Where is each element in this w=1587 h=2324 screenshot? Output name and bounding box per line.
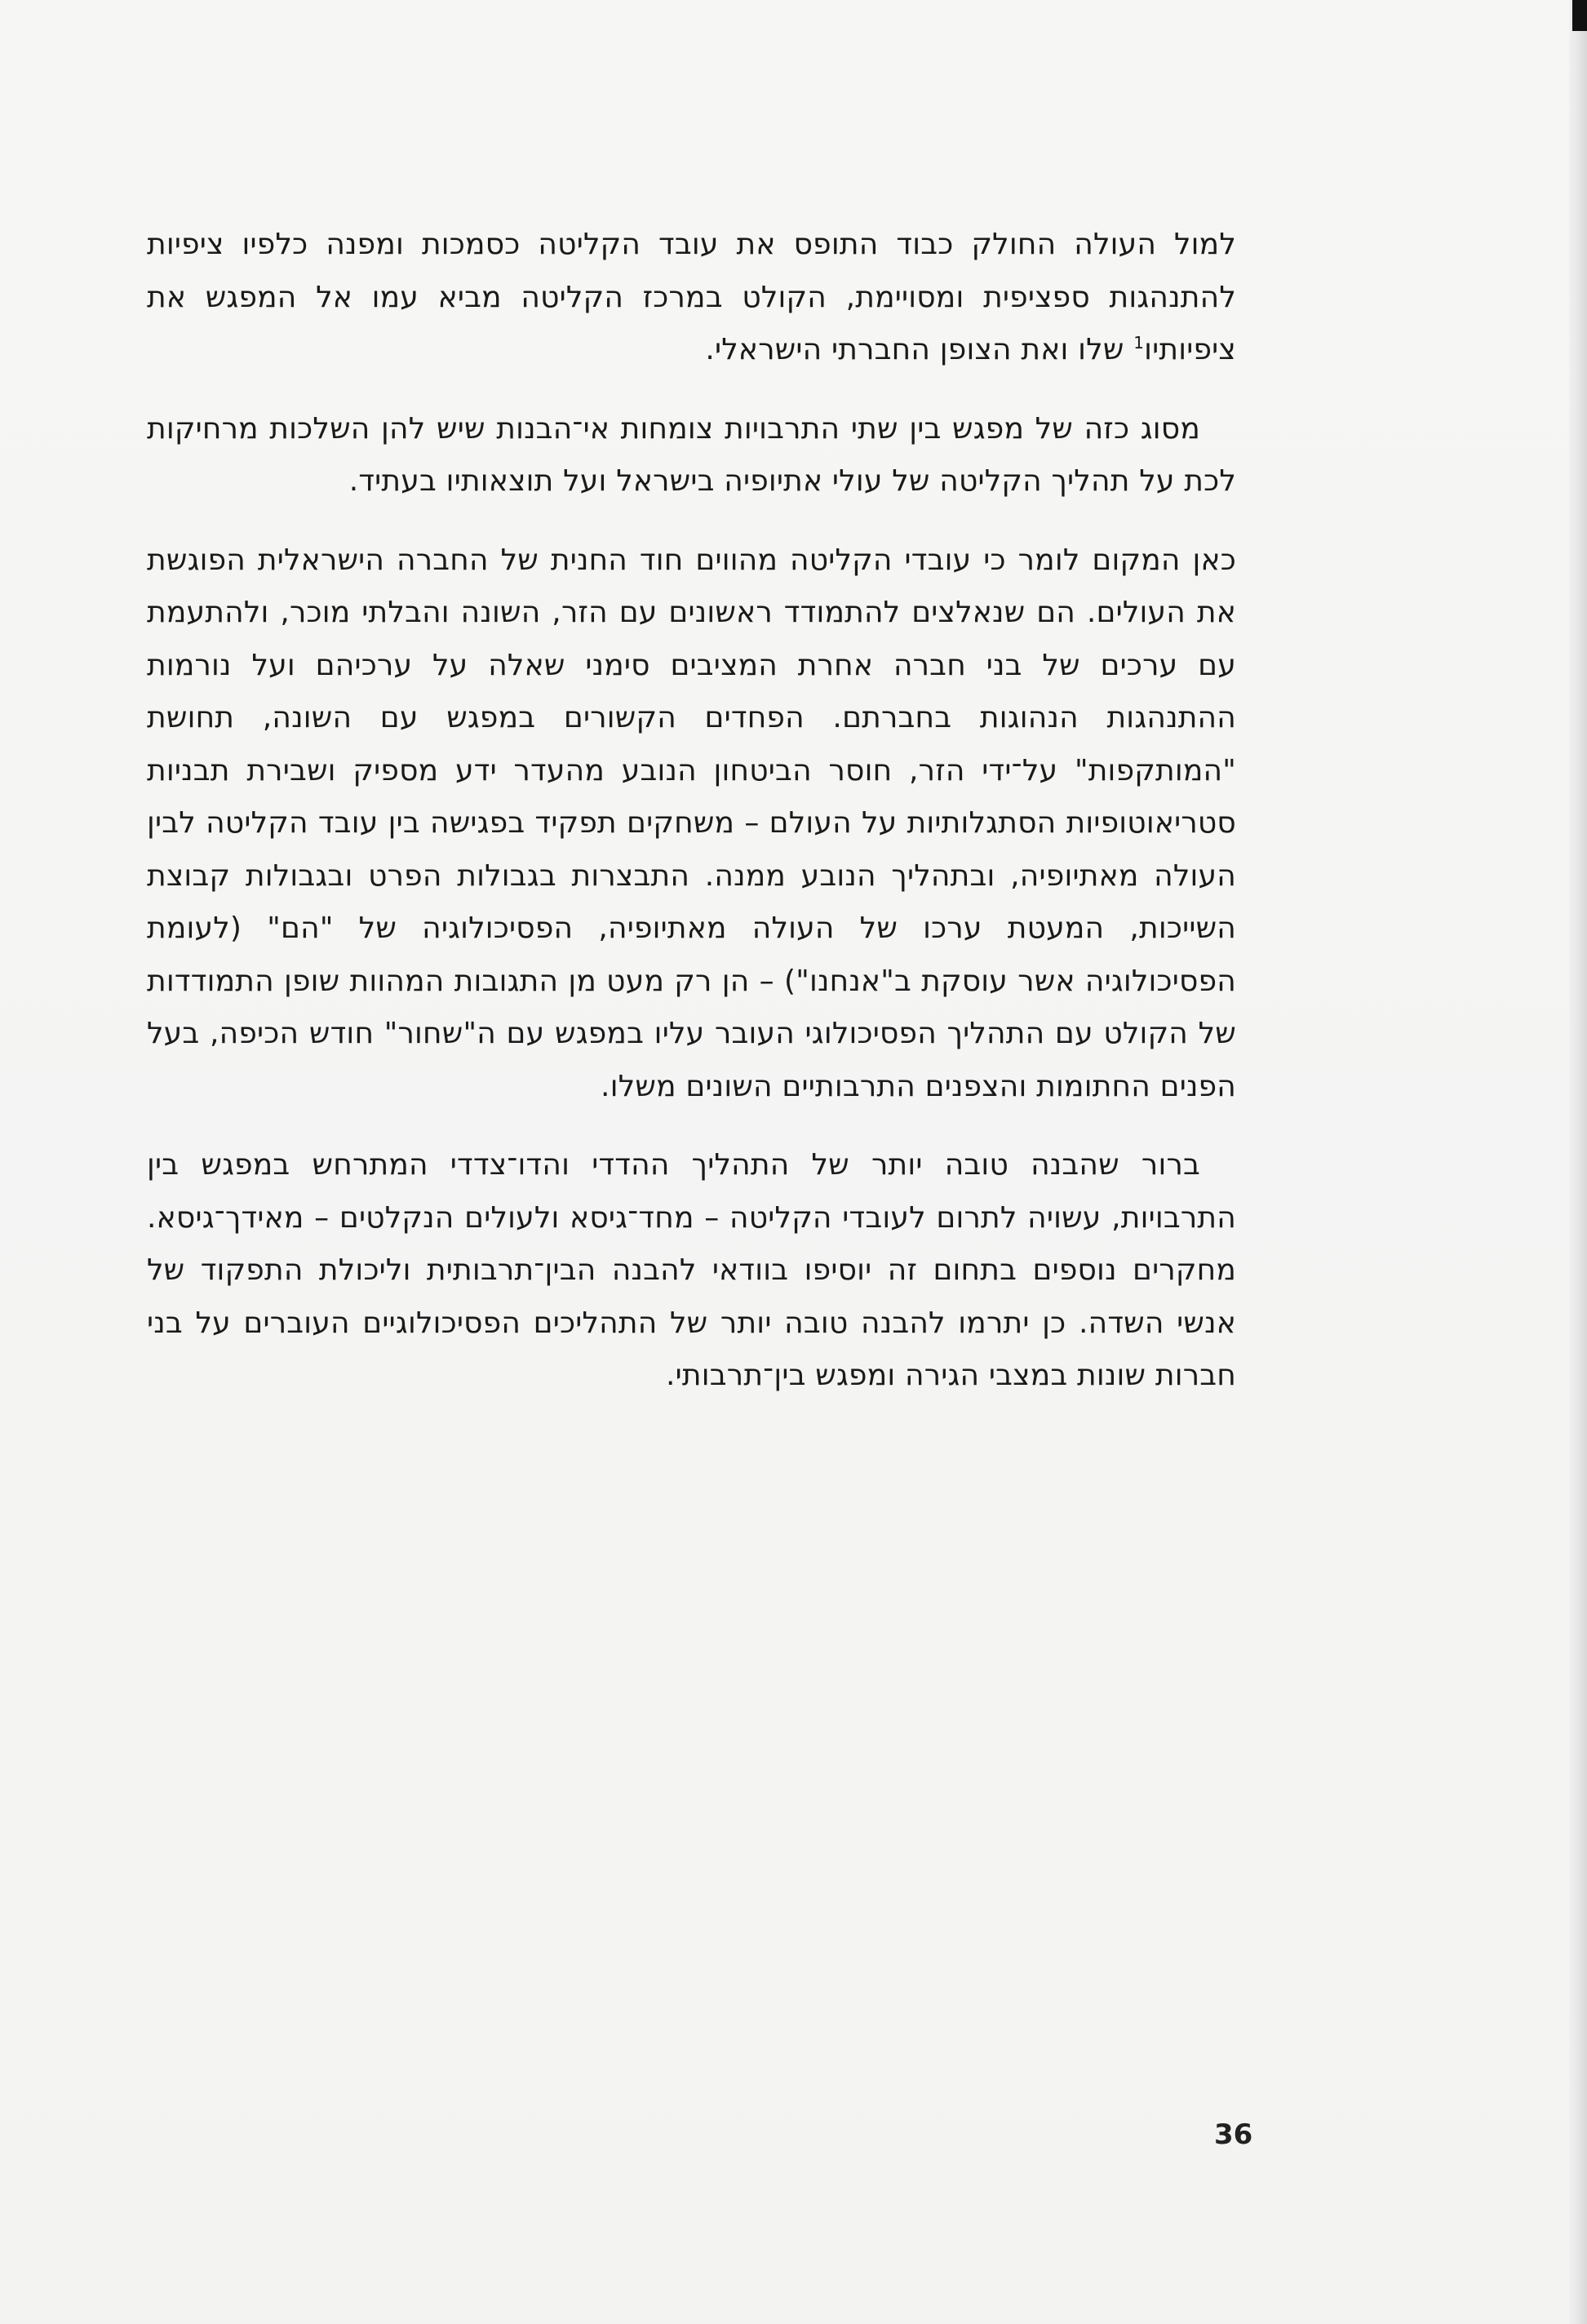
paragraph-1-text-after: שלו ואת הצופן החברתי הישראלי.	[705, 333, 1134, 366]
body-text	[147, 219, 1236, 1429]
page-edge-shadow	[1569, 0, 1587, 2324]
paragraph-4: ברור שהבנה טובה יותר של התהליך ההדדי והדו־צדדי המתרחש במפגש בין התרבויות, עשויה לתרום לעובדי הקליטה – מחד־גיסא ולעולים הנקלטים – מאידך־גיסא. מחקרים נוספים בתחום זה יוסיפו בוודאי להבנה הבין־תרבותית וליכולת התפקוד של אנשי השדה. כן יתרמו להבנה טובה יותר של התהליכים הפסיכולוגיים העוברים על בני חברות שונות במצבי הגירה ומפגש בין־תרבותי.	[147, 1148, 1236, 1392]
page-number: 36	[1214, 2118, 1253, 2151]
paragraph-1	[147, 219, 1236, 377]
scan-corner-mark	[1572, 0, 1587, 31]
footnote-marker: 1	[1133, 333, 1145, 353]
paragraph-2: מסוג כזה של מפגש בין שתי התרבויות צומחות אי־הבנות שיש להן השלכות מרחיקות לכת על תהליך הקליטה של עולי אתיופיה בישראל ועל תוצאותיו בעתיד.	[147, 411, 1236, 498]
paragraph-1-text: למול העולה החולק כבוד התופס את עובד הקליטה כסמכות ומפנה כלפיו ציפיות להתנהגות ספציפית ומסויימת, הקולט במרכז הקליטה מביא עמו אל המפגש את ציפיותיו	[147, 228, 1236, 366]
paragraph-3: כאן המקום לומר כי עובדי הקליטה מהווים חוד החנית של החברה הישראלית הפוגשת את העולים. הם שנאלצים להתמודד ראשונים עם הזר, השונה והבלתי מוכר, ולהתעמת עם ערכים של בני חברה אחרת המציבים סימני שאלה על ערכיהם ועל נורמות ההתנהגות הנהוגות בחברתם. הפחדים הקשורים במפגש עם השונה, תחושת "המותקפות" על־ידי הזר, חוסר הביטחון הנובע מהעדר ידע מספיק ושבירת תבניות סטריאוטופיות הסתגלותיות על העולם – משחקים תפקיד בפגישה בין עובד הקליטה לבין העולה מאתיופיה, ובתהליך הנובע ממנה. התבצרות בגבולות הפרט ובגבולות קבוצת השייכות, המעטת ערכו של העולה מאתיופיה, הפסיכולוגיה של "הם" (לעומת הפסיכולוגיה אשר עוסקת ב"אנחנו") – הן רק מעט מן התגובות המהוות שופן התמודדות של הקולט עם התהליך הפסיכולוגי העובר עליו במפגש עם ה"שחור" חודש הכיפה, בעל הפנים החתומות והצפנים התרבותיים השונים משלו.	[147, 543, 1236, 1103]
